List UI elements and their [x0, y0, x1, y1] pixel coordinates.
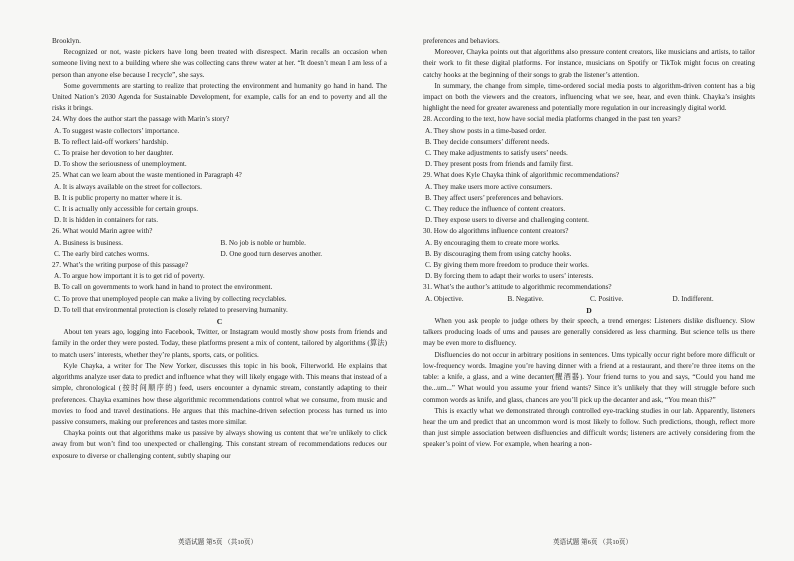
question-stem: 26. What would Marin agree with? — [52, 227, 153, 236]
question-31 — [423, 282, 755, 304]
option-c: C. To prove that unemployed people can make a living by collecting recyclables. — [54, 294, 287, 303]
passage-c-paragraph: Kyle Chayka, a writer for The New Yorker, discusses this topic in his book, Filterworld. He explains that algorithms analyze user data to predict and influence what they will likely engage with. This means that instead of a simple, chronological (按时间顺序的) feed, users encounter a dynamic stream, constantly adapting to their preferences. Chayka examines how these algorithmic recommendations control what we consume, from music and movies to food and travel destinations. He argues that this machine-driven selection process has turned us into passive consumers, making our preferences and tastes more similar. — [52, 361, 387, 426]
page-footer-right: 英语试题 第6页 （共10页） — [553, 539, 633, 546]
option-b: B. No job is noble or humble. — [220, 238, 306, 247]
question-26 — [52, 226, 387, 260]
option-c: C. To praise her devotion to her daughter. — [54, 149, 174, 158]
question-28 — [423, 114, 755, 170]
passage-b-line: Brooklyn. — [52, 37, 81, 45]
passage-b-paragraph: Recognized or not, waste pickers have long been treated with disrespect. Marin recalls an occasion when someone living next to a building where she was collecting cans threw water at her. “It doesn’t mean I am less of a person than anyone else because I recycle”, she says. — [52, 48, 387, 79]
right-page-column — [423, 36, 755, 451]
option-a: A. Objective. — [425, 294, 464, 303]
passage-d-paragraph: This is exactly what we demonstrated through controlled eye-tracking studies in our lab. Apparently, listeners hear the um and predict that an uncommon word is most likely to follow. Such predictions, though, reflect more than just simple association between disfluencies and difficult words; listeners are actively considering from the speaker’s point of view. For example, when hearing a non- — [423, 406, 755, 449]
option-d: D. They expose users to diverse and challenging content. — [425, 216, 589, 225]
option-b: B. It is public property no matter where it is. — [54, 193, 182, 202]
option-d: D. To tell that environmental protection is closely related to preserving humanity. — [54, 305, 288, 314]
question-27 — [52, 260, 387, 316]
question-30 — [423, 226, 755, 282]
question-29 — [423, 170, 755, 226]
question-stem: 27. What’s the writing purpose of this passage? — [52, 261, 189, 270]
option-c: C. Positive. — [590, 294, 624, 303]
option-a: A. It is always available on the street for collectors. — [54, 182, 202, 191]
passage-c-paragraph: In summary, the change from simple, time-ordered social media posts to algorithm-driven content has a big impact on both the viewers and the creators, influencing what we see, hear, and even think. Chayka’s insights highlight the need for greater awareness and potentially more regulation in our increasingly digital world. — [423, 81, 755, 113]
question-stem: 25. What can we learn about the waste mentioned in Paragraph 4? — [52, 171, 242, 180]
question-stem: 24. Why does the author start the passage with Marin’s story? — [52, 115, 230, 124]
passage-c-line: preferences and behaviors. — [423, 37, 500, 45]
passage-b-paragraph: Some governments are starting to realize that protecting the environment and humanity go hand in hand. The United Nation’s 2030 Agenda for Sustainable Development, for example, calls for an end to poverty and all the risks it brings. — [52, 81, 387, 113]
option-d: D. Indifferent. — [672, 294, 714, 303]
option-d: D. It is hidden in containers for rats. — [54, 216, 158, 225]
option-d: D. One good turn deserves another. — [220, 249, 323, 258]
option-b: B. Negative. — [507, 294, 544, 303]
option-a: A. They show posts in a time-based order. — [425, 126, 547, 135]
option-b: B. To call on governments to work hand in hand to protect the environment. — [54, 283, 273, 292]
passage-d-paragraph: When you ask people to judge others by their speech, a trend emerges: Listeners dislike disfluency. Slow talkers producing loads of ums and pauses are generally considered as less charming. But science tells us there may be even more to disfluency. — [423, 317, 755, 348]
question-25 — [52, 170, 387, 226]
option-b: B. They decide consumers’ different needs. — [425, 137, 550, 146]
option-c: C. By giving them more freedom to produce their works. — [425, 261, 589, 270]
page-footer-left: 英语试题 第5页 （共10页） — [178, 539, 258, 546]
question-stem: 31. What’s the author’s attitude to algorithmic recommendations? — [423, 283, 612, 292]
option-a: A. To suggest waste collectors’ importance. — [54, 126, 180, 135]
option-a: A. By encouraging them to create more works. — [425, 238, 560, 247]
option-c: C. They make adjustments to satisfy users’ needs. — [425, 149, 568, 158]
question-stem: 28. According to the text, how have social media platforms changed in the past ten years? — [423, 115, 681, 124]
section-heading-d: D — [586, 305, 592, 315]
option-d: D. To show the seriousness of unemployment. — [54, 160, 187, 169]
question-stem: 29. What does Kyle Chayka think of algorithmic recommendations? — [423, 171, 620, 180]
passage-c-paragraph: Moreover, Chayka points out that algorithms also pressure content creators, like musicians and artists, to tailor their work to fit these digital platforms. For instance, musicians on Spotify or TikTok might focus on creating catchy hooks at the beginning of their songs to grab the listener’s attention. — [423, 48, 755, 79]
option-c: C. It is actually only accessible for certain groups. — [54, 205, 199, 214]
option-c: C. They reduce the influence of content creators. — [425, 205, 566, 214]
question-stem: 30. How do algorithms influence content creators? — [423, 227, 569, 236]
option-b: B. By discouraging them from using catchy hooks. — [425, 249, 572, 258]
option-b: B. To reflect laid-off workers’ hardship. — [54, 137, 169, 146]
section-heading-c: C — [216, 317, 223, 327]
option-a: A. Business is business. — [54, 238, 123, 247]
option-b: B. They affect users’ preferences and behaviors. — [425, 193, 564, 202]
option-d: D. By forcing them to adapt their works to users’ interests. — [425, 272, 594, 281]
question-24 — [52, 114, 387, 170]
passage-c-paragraph: About ten years ago, logging into Facebook, Twitter, or Instagram would mostly show posts from friends and family in the order they were posted. Today, these platforms present a mix of content, tailored by algorithms (算法) to match users’ interests, whether they’re plants, sports, cats, or politics. — [52, 328, 387, 359]
left-page-column — [52, 36, 387, 462]
option-a: A. They make users more active consumers. — [425, 182, 553, 191]
option-d: D. They present posts from friends and family first. — [425, 160, 573, 169]
passage-d-paragraph: Disfluencies do not occur in arbitrary positions in sentences. Ums typically occur right before more difficult or low-frequency words. Imagine you’re having dinner with a friend at a restaurant, and there’re three items on the table: a knife, a glass, and a wine decanter(醒酒器). Your friend turns to you and says, “Could you hand me the...um...” What would you assume your friend wants? Since it’s unlikely that they will struggle before such common words as knife, and glass, chances are you’ll pick up the decanter and ask, “You mean this?” — [423, 350, 755, 404]
option-c: C. The early bird catches worms. — [54, 249, 150, 258]
passage-c-paragraph: Chayka points out that algorithms make us passive by always showing us content that we’re unlikely to click away from but won’t find too unexpected or challenging. This constant stream of recommendations reduces our exposure to diverse or challenging content, subtly shaping our — [52, 429, 387, 460]
option-a: A. To argue how important it is to get rid of poverty. — [54, 272, 205, 281]
